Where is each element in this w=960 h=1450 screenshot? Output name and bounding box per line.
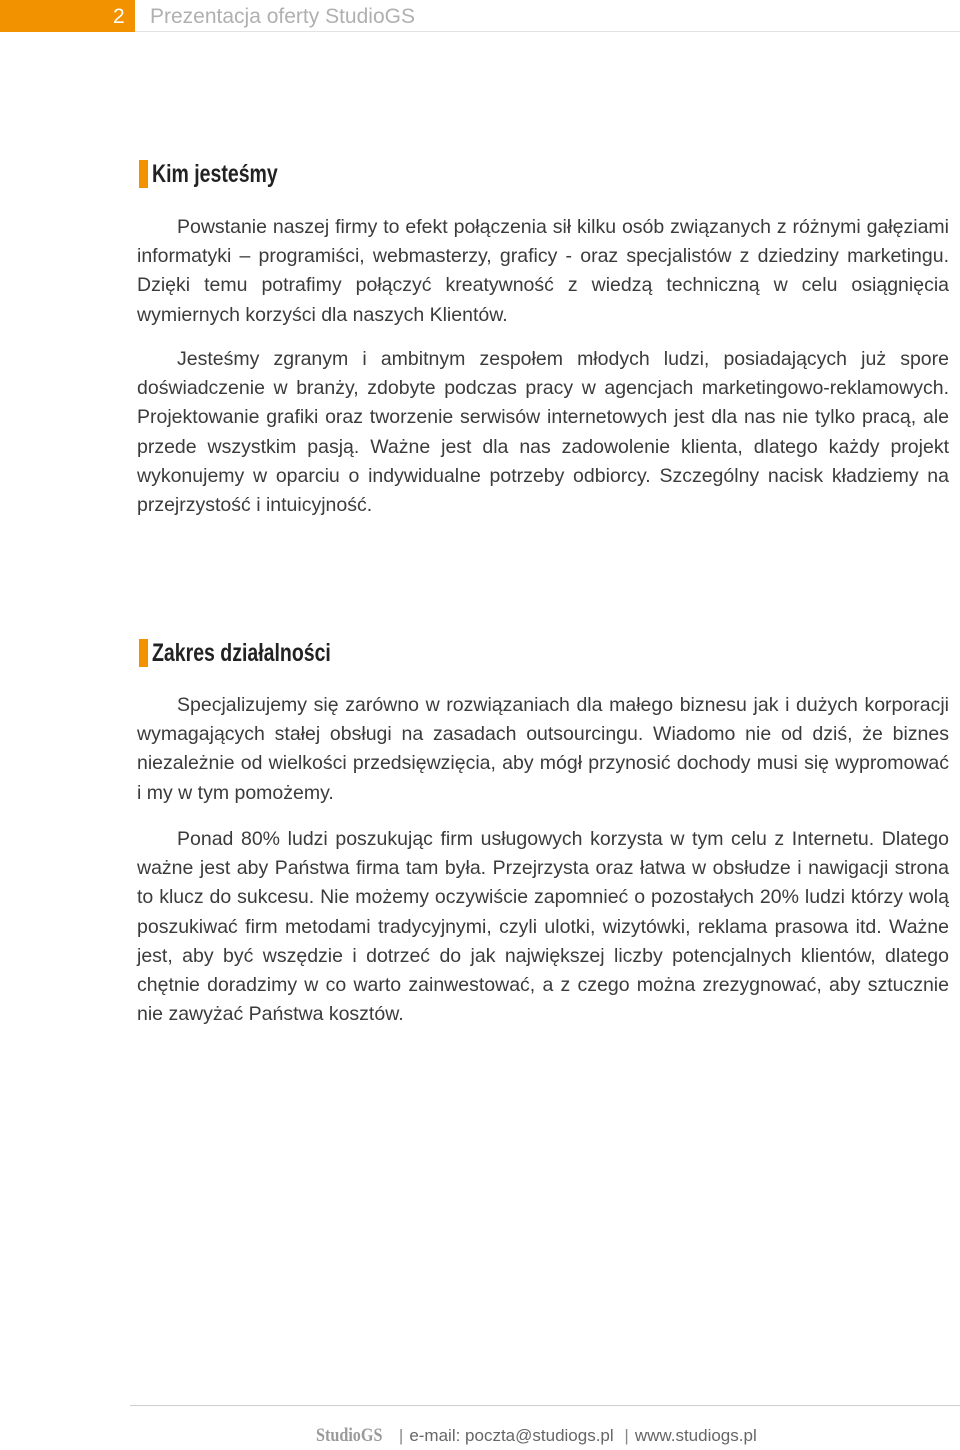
section-title: Zakres działalności bbox=[152, 638, 331, 667]
paragraph: Ponad 80% ludzi poszukując firm usługowych korzysta w tym celu z Internetu. Dlatego ważne jest aby Państwa firma tam była. Przejrzysta oraz łatwa w obsłudze i nawigacji strona to klucz do sukcesu. Nie możemy oczywiście zapomnieć o pozostałych 20% ludzi którzy wolą poszukiwać firm metodami tradycyjnymi, czyli ulotki, wizytówki, reklama prasowa itd. Ważne jest, aby być wszędzie i dotrzeć do jak największej liczby potencjalnych klientów, dlatego chętnie doradzimy w co warto zainwestować, a z czego można zrezygnować, aby sztucznie nie zawyżać Państwa kosztów. bbox=[137, 828, 949, 1026]
header-divider bbox=[135, 31, 960, 32]
footer-separator: | bbox=[624, 1426, 629, 1445]
footer-divider bbox=[130, 1405, 960, 1406]
paragraph: Jesteśmy zgranym i ambitnym zespołem młodych ludzi, posiadających już spore doświadczenie w branży, zdobyte podczas pracy w agencjach marketingowo-reklamowych. Projektowanie grafiki oraz tworzenie serwisów internetowych jest dla nas nie tylko pracą, ale przede wszystkim pasją. Ważne jest dla nas zadowolenie klienta, dlatego każdy projekt wykonujemy w oparciu o indywidualne potrzeby odbiorcy. Szczególny nacisk kładziemy na przejrzystość i intuicyjność. bbox=[137, 348, 949, 517]
footer-email[interactable]: e-mail: poczta@studiogs.pl bbox=[409, 1426, 614, 1445]
page-header bbox=[0, 0, 960, 38]
page-number: 2 bbox=[0, 0, 135, 32]
paragraph: Specjalizujemy się zarówno w rozwiązaniach dla małego biznesu jak i dużych korporacji wymagających stałej obsługi na zasadach outsourcingu. Wiadomo nie od dziś, że biznes niezależnie od wielkości przedsięwzięcia, aby mógł przynosić dochody musi się wypromować i my w tym pomożemy. bbox=[137, 694, 949, 804]
section-heading-about bbox=[139, 159, 313, 189]
footer-website[interactable]: www.studiogs.pl bbox=[634, 1426, 757, 1445]
document-title: Prezentacja oferty StudioGS bbox=[150, 5, 415, 28]
heading-marker bbox=[139, 160, 148, 188]
section-heading-scope bbox=[139, 638, 381, 668]
page-footer bbox=[316, 1425, 757, 1447]
footer-separator: | bbox=[398, 1426, 404, 1445]
heading-marker bbox=[139, 639, 148, 667]
section-title: Kim jesteśmy bbox=[152, 159, 278, 188]
footer-brand-logo: StudioGS bbox=[316, 1425, 383, 1446]
paragraph: Powstanie naszej firmy to efekt połączenia sił kilku osób związanych z różnymi gałęziami informatyki – programiści, webmasterzy, graficy - oraz specjalistów z dziedziny marketingu. Dzięki temu potrafimy połączyć kreatywność z wiedzą techniczną w celu osiągnięcia wymiernych korzyści dla naszych Klientów. bbox=[137, 216, 949, 326]
